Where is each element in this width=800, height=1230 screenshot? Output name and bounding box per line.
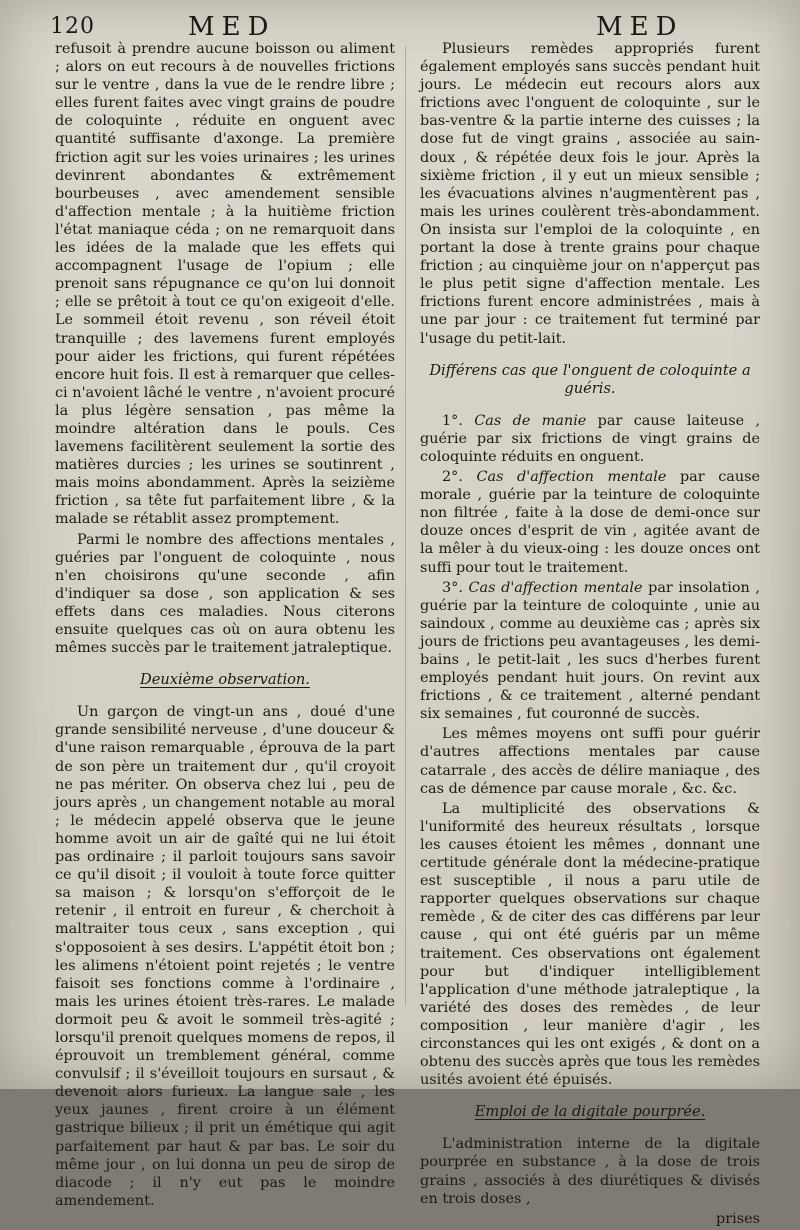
case-item bbox=[420, 468, 760, 577]
case-text: par insolation , guérie par la teinture de coloquinte , unie au saindoux , comme au deuxième cas ; après six jours de frictions peu avantageuses , les demi-bains , le petit-lait , les sucs d'herbes furent employés pendant huit jours. On revint aux frictions , & ce traitement , alterné pendant six semaines , fut couronné de succès. bbox=[420, 579, 760, 723]
paragraph: Plusieurs remèdes appropriés furent également employés sans succès pendant huit jours. Le médecin eut recours alors aux frictions avec l'onguent de coloquinte , sur le bas-ventre & la partie interne des cuisses ; la dose fut de vingt grains , associée au sain-doux , & répétée deux fois le jour. Après la sixième friction , il y eut un mieux sensible ; les évacuations alvines n'augmentèrent pas , mais les urines coulèrent très-abondamment. On insista sur l'emploi de la coloquinte , en portant la dose à trente grains pour chaque friction ; au cinquième jour on n'apperçut pas le plus petit signe d'affection mentale. Les frictions furent encore administrées , mais à une par jour : ce traitement fut terminé par l'usage du petit-lait. bbox=[420, 41, 760, 347]
case-number: 2°. bbox=[442, 469, 463, 486]
case-item bbox=[420, 412, 760, 466]
case-text: par cause laiteuse , guérie par six frictions de vingt grains de coloquinte réduits en onguent. bbox=[420, 412, 761, 465]
section-heading: Deuxième observation. bbox=[140, 671, 310, 689]
paragraph: Les mêmes moyens ont suffi pour guérir d'autres affections mentales par cause catarrale , des accès de délire maniaque , des cas de démence par cause morale , &c. &c. bbox=[420, 726, 760, 797]
column-gutter bbox=[405, 46, 406, 1006]
case-title: Cas d'affection mentale bbox=[468, 579, 643, 596]
paragraph: Parmi le nombre des affections mentales , guéries par l'onguent de coloquinte , nous n'en choisirons qu'une seconde , afin d'indiquer sa dose , son application & ses effets dans ces maladies. Nous citerons ensuite quelques cas où on aura obtenu les mêmes succès par le traitement jatraleptique. bbox=[55, 531, 395, 657]
section-heading: Différens cas que l'onguent de coloquinte a guéris. bbox=[429, 361, 751, 397]
catchword: prises bbox=[716, 1210, 760, 1227]
case-title: Cas d'affection mentale bbox=[476, 469, 667, 486]
paragraph: L'administration interne de la digitale pourprée en substance , à la dose de trois grains , associés à des diurétiques & divisés en trois doses , bbox=[420, 1136, 760, 1207]
right-column bbox=[420, 40, 760, 1230]
paragraph: refusoit à prendre aucune boisson ou aliment ; alors on eut recours à de nouvelles frictions sur le ventre , dans la vue de le rendre libre ; elles furent faites avec vingt grains de poudre de coloquinte , réduite en onguent avec quantité suffisante d'axonge. La première friction agit sur les voies urinaires ; les urines devinrent abondantes & extrêmement bourbeuses , avec amendement sensible d'affection mentale ; à la huitième friction l'état maniaque céda ; on ne remarquoit dans les idées de la malade que les effets qui accompagnent l'usage de l'opium ; elle prenoit sans répugnance ce qu'on lui donnoit ; elle se prêtoit à tout ce qu'on exigeoit d'elle. Le sommeil étoit revenu , son réveil étoit tranquille ; des lavemens furent employés pour aider les frictions, qui furent répétées encore huit fois. Il est à remarquer que celles-ci n'avoient lâché le ventre , n'avoient procuré la plus légère sensation , pas même la moindre altération dans le pouls. Ces lavemens facilitèrent seulement la sortie des matières durcies ; les urines se soutinrent , mais moins abondamment. Après la seizième friction , sa tête fut parfaitement libre , & la malade se rétablit assez promptement. bbox=[55, 41, 395, 528]
case-text: par cause morale , guérie par la teinture de coloquinte non filtrée , faite à la dose de demi-once sur douze onces d'esprit de vin , agitée avant de la mêler à du vieux-oing : les douze onces ont suffi pour tout le traitement. bbox=[420, 469, 761, 576]
case-item bbox=[420, 579, 760, 724]
running-head-left: MED bbox=[188, 12, 276, 42]
section-heading: Emploi de la digitale pourprée. bbox=[474, 1103, 706, 1121]
paragraph: Un garçon de vingt-un ans , doué d'une grande sensibilité nerveuse , d'une douceur & d'une raison remarquable , éprouva de la part de son père un traitement dur , qu'il croyoit ne pas mériter. On observa chez lui , peu de jours après , un changement notable au moral ; le médecin appelé observa que le jeune homme avoit un air de gaîté qui ne lui étoit pas ordinaire ; il parloit toujours sans savoir ce qu'il disoit ; il vouloit à toute force quitter sa maison ; & lorsqu'on s'efforçoit de le retenir , il entroit en fureur , & cherchoit à maltraiter tous ceux , sans exception , qui s'opposoient à ses desirs. L'appétit étoit bon ; les alimens n'étoient point rejetés ; le ventre faisoit ses fonctions comme à l'ordinaire , mais les urines étoient très-rares. Le malade dormoit peu & avoit le sommeil très-agité ; lorsqu'il prenoit quelques momens de repos, il éprouvoit un tremblement général, comme convulsif ; il s'éveilloit toujours en sursaut , & devenoit alors furieux. La langue sale , les yeux jaunes , firent croire à un élément gastrique bilieux ; il prit un émétique qui agit parfaitement par haut & par bas. Le soir du même jour , on lui donna un peu de sirop de diacode ; il n'y eut pas le moindre amendement. bbox=[55, 704, 395, 1209]
case-number: 3°. bbox=[442, 579, 463, 596]
left-column bbox=[55, 40, 395, 1212]
page-header bbox=[48, 8, 758, 42]
paragraph: La multiplicité des observations & l'uniformité des heureux résultats , lorsque les causes étoient les mêmes , donnant une certitude générale dont la médecine-pratique est susceptible , il nous a paru utile de rapporter quelques observations sur chaque remède , & de citer des cas différens par leur cause , qui ont été guéris par un même traitement. Ces observations ont également pour but d'indiquer intelligiblement l'application d'une méthode jatraleptique , la variété des doses des remèdes , de leur composition , leur manière d'agir , les circonstances qui les ont exigés , & dont on a obtenu des succès après que tous les remèdes usités avoient été épuisés. bbox=[420, 800, 760, 1089]
page-number: 120 bbox=[50, 14, 95, 39]
case-number: 1°. bbox=[442, 412, 463, 429]
running-head-right: MED bbox=[596, 12, 684, 42]
case-title: Cas de manie bbox=[474, 412, 587, 429]
